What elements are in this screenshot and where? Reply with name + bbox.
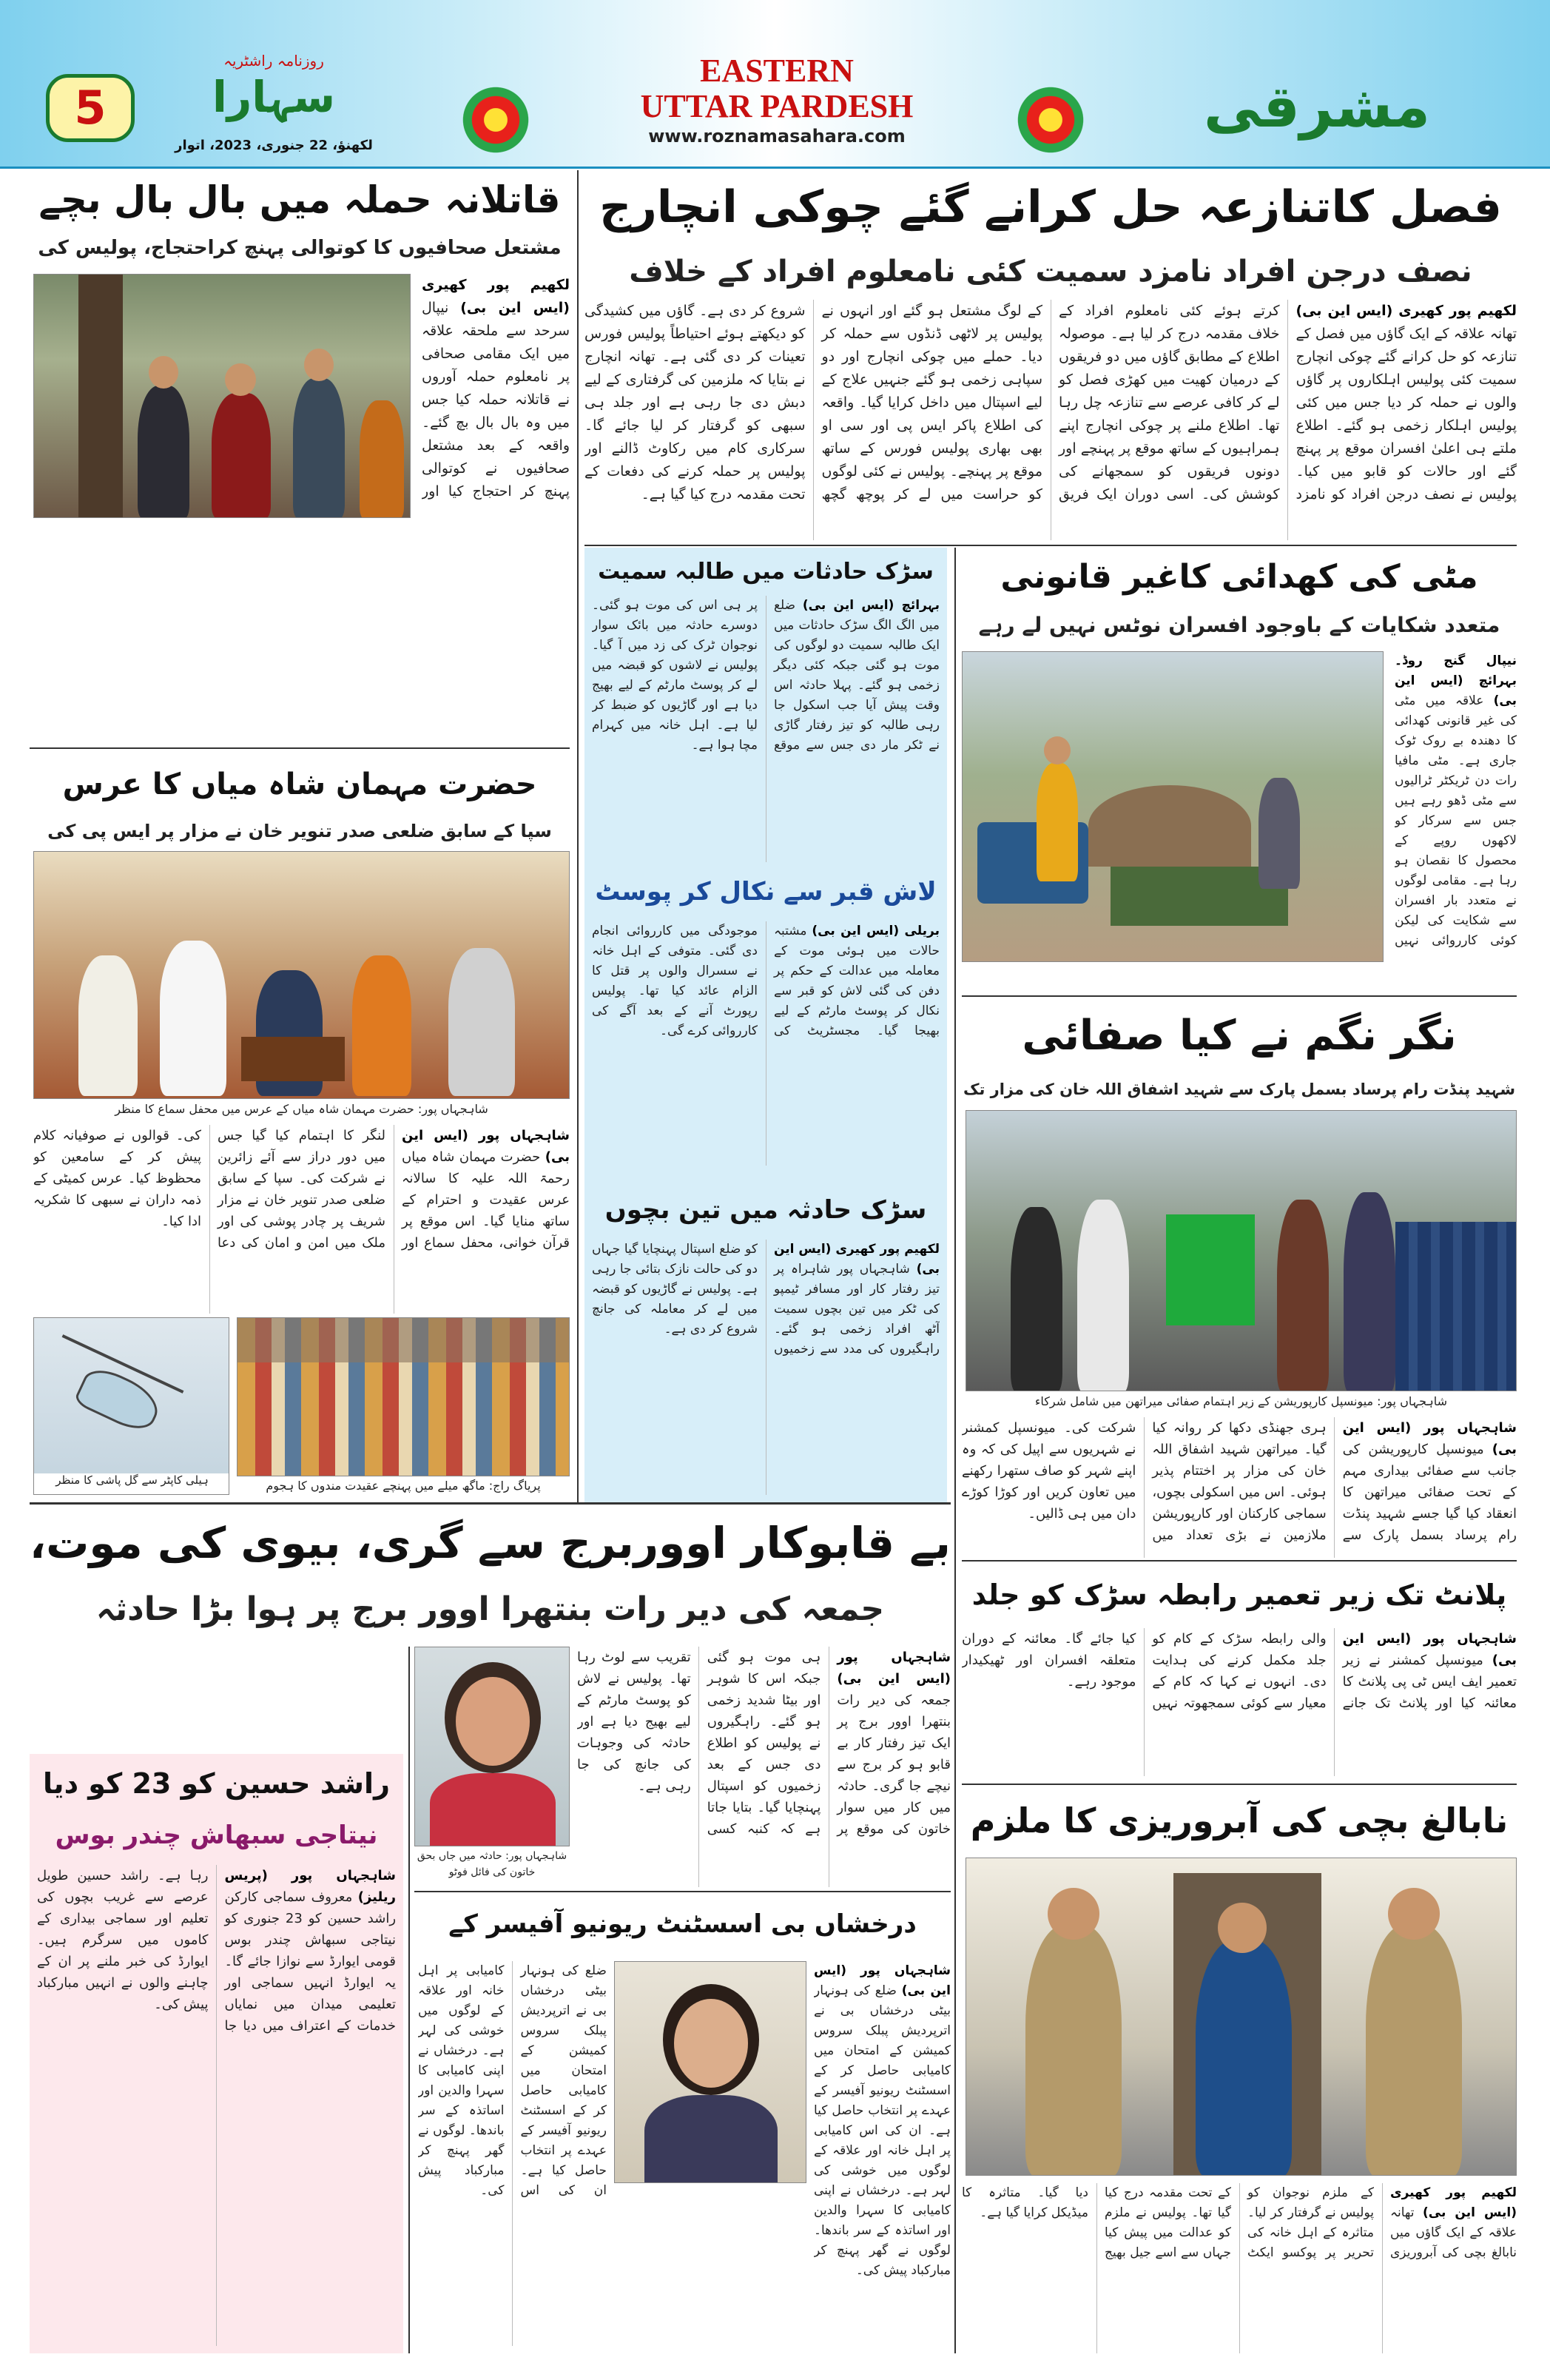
crowd-photo (237, 1317, 570, 1476)
paper-tag: روزنامہ راشٹریہ (223, 52, 324, 70)
arrest-body (962, 2183, 1517, 2353)
urs-body (33, 1125, 570, 1314)
lead-byline: لکھیم پور کھیری (ایس این بی) (1295, 303, 1517, 319)
divider (962, 1560, 1517, 1562)
urs-photo (33, 851, 570, 1099)
crash-headline: سڑک حادثہ میں تین بچوں (604, 1195, 927, 1225)
officer-face (674, 1999, 748, 2088)
award-headline: راشد حسین کو 23 کو دیا (43, 1767, 390, 1800)
helicopter-photo (33, 1317, 229, 1495)
section-title-ur: مشرقی (1203, 74, 1431, 141)
person (212, 393, 271, 518)
grave-body (592, 921, 940, 1166)
arrest-photo (966, 1858, 1517, 2176)
divider (30, 747, 570, 749)
divider (962, 995, 1517, 997)
nigam-photo (966, 1110, 1517, 1391)
section-title-en-1: EASTERN (700, 53, 854, 89)
harmonium (241, 1037, 345, 1081)
divider (30, 1502, 951, 1505)
accused-head (1218, 1903, 1267, 1953)
lead-headline: فصل کاتنازعہ حل کرانے گئے چوکی انچارج (599, 181, 1502, 233)
policeman (1366, 1925, 1462, 2176)
helicopter-body (73, 1362, 165, 1437)
accident-byline: بہرائچ (ایس این بی) (802, 598, 940, 613)
section-title-en-2: UTTAR PARDESH (640, 88, 914, 124)
qawwal (352, 955, 411, 1096)
nigam-headline: نگر نگم نے کیا صفائی (1022, 1012, 1457, 1060)
revenue-photo (614, 1961, 806, 2183)
bottom-headline: بے قابوکار اووربرج سے گری، بیوی کی موت، (30, 1518, 951, 1568)
officer-clothes (644, 2095, 778, 2183)
revenue-body-left (418, 1961, 607, 2346)
urs-byline: شاہجہاں پور (ایس این بی) (402, 1128, 570, 1165)
accident-text: ضلع میں الگ الگ سڑک حادثات میں ایک طالبہ سمیت دو لوگوں کی موت ہو گئی جبکہ کئی دیگر زخمی ہو گئے۔ پہلا حادثہ اس وقت پیش آیا جب اسکول جا رہی طالبہ کو تیز رفتار گاڑی نے ٹکر مار دی جس سے موقع پر ہی اس کی موت ہو گئی۔ دوسرے حادثہ میں بائک سوار نوجوان ٹرک کی زد میں آ گیا۔ پولیس نے لاشوں کو قبضہ میں لے کر پوسٹ مارٹم کے لیے بھیج دیا ہے اور گاڑیوں کو ضبط کر لیا ہے۔ اہل خانہ میں کہرام مچا ہوا ہے۔ (592, 598, 940, 753)
person (293, 378, 345, 518)
lead-body (584, 300, 1517, 540)
arrest-headline: نابالغ بچی کی آبروریزی کا ملزم (970, 1801, 1509, 1841)
mining-subhead: متعدد شکایات کے باوجود افسران نوٹس نہیں لے رہے (978, 613, 1500, 637)
person (360, 400, 404, 518)
journalist-subhead: مشتعل صحافیوں کا کوتوالی پہنچ کراحتجاج، پولیس کی (38, 237, 562, 259)
marching-students (1395, 1222, 1517, 1391)
official (1344, 1192, 1395, 1391)
journalist-headline: قاتلانہ حملہ میں بال بال بچے (38, 178, 561, 221)
journalist-byline: لکھیم پور کھیری (ایس این بی) (422, 277, 570, 316)
divider (962, 1784, 1517, 1785)
qawwal (78, 955, 138, 1096)
official (1011, 1207, 1062, 1391)
accident-headline: سڑک حادثات میں طالبہ سمیت (598, 559, 934, 585)
divider (584, 545, 1517, 546)
website: www.roznamasahara.com (648, 126, 906, 147)
soil-mound (1088, 785, 1251, 867)
grave-byline: بریلی (ایس این بی) (812, 924, 940, 938)
worker-head (1044, 736, 1071, 764)
award-subhead: نیتاجی سبھاش چندر بوس (55, 1821, 378, 1850)
crowd-caption: پریاگ راج: ماگھ میلے میں پہنچے عقیدت مندوں کا ہجوم (237, 1477, 570, 1495)
divider (414, 1891, 951, 1892)
plant-text: میونسپل کمشنر نے زیر تعمیر ایف ایس ٹی پی پلانٹ کا معائنہ کیا اور پلانٹ تک جانے والی رابطہ سڑک کے کام کو جلد مکمل کرنے کی ہدایت دی۔ انہوں نے کہا کہ کام کے معیار سے کوئی سمجھوتہ نہیں کیا جائے گا۔ معائنہ کے دوران متعلقہ افسران اور ٹھیکیدار موجود رہے۔ (962, 1631, 1517, 1711)
revenue-text-continued: ضلع کی ہونہار بیٹی درخشاں بی نے اترپردیش پبلک سروس کمیشن کے امتحان میں کامیابی حاصل کر کے اسسٹنٹ ریونیو آفیسر کے عہدے پر انتخاب حاصل کیا ہے۔ ان کی اس کامیابی پر اہل خانہ اور علاقہ کے لوگوں میں خوشی کی لہر ہے۔ درخشاں نے اپنی کامیابی کا سہرا والدین اور اساتذہ کے سر باندھا۔ لوگوں نے گھر پہنچ کر مبارکباد پیش کی۔ (418, 1963, 607, 2198)
sun-emblem-left (459, 83, 533, 157)
mining-body (1395, 651, 1517, 962)
crash-body (592, 1240, 940, 1495)
mining-headline: مٹی کی کھدائی کاغیر قانونی (1000, 558, 1478, 596)
worker (1037, 763, 1078, 881)
tree-trunk (78, 275, 123, 518)
nigam-text: میونسپل کارپوریشن کی جانب سے صفائی بیداری مہم کے تحت صفائی میراتھن کا انعقاد کیا گیا جسے شہید پنڈت رام پرساد بسمل پارک سے ہری جھنڈی دکھا کر روانہ کیا گیا۔ میراتھن شہید اشفاق اللہ خان کی مزار پر اختتام پذیر ہوئی۔ اس میں اسکولی بچوں، سماجی کارکنان اور کارپوریشن ملازمین نے بڑی تعداد میں شرکت کی۔ میونسپل کمشنر نے شہریوں سے اپیل کی کہ وہ اپنے شہر کو صاف ستھرا رکھنے میں تعاون کریں اور کوڑا کوڑے دان میں ہی ڈالیں۔ (962, 1420, 1517, 1543)
revenue-body-right (814, 1961, 951, 2346)
bottom-byline: شاہجہاں پور (ایس این بی) (837, 1650, 951, 1687)
urs-photo-caption: شاہجہاں پور: حضرت مہمان شاہ میاں کے عرس میں محفل سماع کا منظر (33, 1100, 570, 1120)
column-rule (408, 1647, 410, 2353)
crash-byline: لکھیم پور کھیری (ایس این بی) (774, 1242, 940, 1277)
paper-name: سہارا (212, 72, 336, 122)
person-head (304, 349, 334, 381)
bottom-subhead: جمعہ کی دیر رات بنتھرا اوور برج پر ہوا بڑا حادثہ (95, 1590, 885, 1628)
nigam-byline: شاہجہاں پور (ایس این بی) (1342, 1420, 1517, 1457)
worker (1258, 778, 1300, 889)
qawwal (160, 941, 226, 1096)
award-body (37, 1865, 396, 2346)
woman-clothes (430, 1773, 556, 1846)
revenue-text: ضلع کی ہونہار بیٹی درخشاں بی نے اترپردیش پبلک سروس کمیشن کے امتحان میں کامیابی حاصل کر کے اسسٹنٹ ریونیو آفیسر کے عہدے پر انتخاب حاصل کیا ہے۔ ان کی اس کامیابی پر اہل خانہ اور علاقہ کے لوگوں میں خوشی کی لہر ہے۔ درخشاں نے اپنی کامیابی کا سہرا والدین اور اساتذہ کے سر باندھا۔ لوگوں نے گھر پہنچ کر مبارکباد پیش کی۔ (814, 1983, 951, 2278)
paper-logo (155, 52, 392, 133)
bottom-photo-caption: شاہجہاں پور: حادثہ میں جاں بحق خاتون کی فائل فوٹو (414, 1848, 570, 1885)
plant-byline: شاہجہاں پور (ایس این بی) (1342, 1631, 1517, 1668)
revenue-headline: درخشاں بی اسسٹنٹ ریونیو آفیسر کے (448, 1909, 917, 1939)
journalist-text: نیپال سرحد سے ملحقہ علاقہ میں ایک مقامی صحافی پر نامعلوم حملہ آوروں نے قاتلانہ حملہ کیا جس میں وہ بال بال بچ گئے۔ واقعہ کے بعد مشتعل صحافیوں نے کوتوالی پہنچ کر احتجاج کیا اور (422, 300, 570, 500)
woman-face (456, 1677, 530, 1766)
plant-body (962, 1628, 1517, 1776)
masthead (0, 0, 1550, 169)
person-head (149, 356, 178, 389)
crowd-shade (237, 1318, 570, 1362)
mining-text: علاقہ میں مٹی کی غیر قانونی کھدائی کا دھندہ بے روک ٹوک جاری ہے۔ مٹی مافیا رات دن ٹریکٹر ٹرالیوں سے مٹی ڈھو رہے ہیں جس سے سرکار کو لاکھوں روپے کے محصول کا نقصان ہو رہا ہے۔ مقامی لوگوں نے متعدد بار افسران سے شکایت کی لیکن کوئی کارروائی نہیں (1395, 693, 1517, 948)
journalist-body (422, 274, 570, 518)
bottom-body-right (577, 1647, 951, 1887)
official (1277, 1200, 1329, 1391)
page-number: 5 (46, 74, 135, 142)
mining-photo (962, 651, 1384, 962)
official (1077, 1200, 1129, 1391)
nigam-photo-caption: شاہجہاں پور: میونسپل کارپوریشن کے زیر اہتمام صفائی میراتھن میں شامل شرکاء (966, 1393, 1517, 1412)
award-text: معروف سماجی کارکن راشد حسین کو 23 جنوری کو نیتاجی سبھاش چندر بوس قومی ایوارڈ سے نوازا جائے گا۔ یہ ایوارڈ انہیں سماجی اور تعلیمی میدان میں نمایاں خدمات کے اعتراف میں دیا جا رہا ہے۔ راشد حسین طویل عرصے سے غریب بچوں کی تعلیم اور سماجی بیداری کے کاموں میں سرگرم ہیں۔ ایوارڈ کی خبر ملنے پر ان کے چاہنے والوں نے انہیں مبارکباد پیش کی۔ (37, 1868, 396, 2034)
helicopter-caption: ہیلی کاپٹر سے گل پاشی کا منظر (34, 1473, 229, 1494)
lead-text: تھانہ علاقہ کے ایک گاؤں میں فصل کے تنازعہ کو حل کرانے گئے چوکی انچارج سمیت کئی پولیس اہلکاروں پر گاؤں والوں نے حملہ کر دیا جس میں کئی پولیس اہلکار زخمی ہو گئے۔ اطلاع ملتے ہی اعلیٰ افسران موقع پر پہنچ گئے اور حالات کو قابو میں کیا۔ پولیس نے نصف درجن افراد کو نامزد کرتے ہوئے کئی نامعلوم افراد کے خلاف مقدمہ درج کر لیا ہے۔ موصولہ اطلاع کے مطابق گاؤں میں دو فریقوں کے درمیان کھیت میں کھڑی فصل کو لے کر کافی عرصے سے تنازعہ چل رہا تھا۔ اطلاع ملنے پر چوکی انچارج اپنے ہمراہیوں کے ساتھ موقع پر پہنچے اور دونوں فریقوں کو سمجھانے کی کوشش کی۔ اسی دوران ایک فریق کے لوگ مشتعل ہو گئے اور انہوں نے پولیس پر لاٹھی ڈنڈوں سے حملہ کر دیا۔ حملے میں چوکی انچارج اور دو سپاہی زخمی ہو گئے جنہیں علاج کے لیے اسپتال میں داخل کرایا گیا۔ واقعہ کی اطلاع پاکر ایس پی اور سی او بھی بھاری پولیس فورس کے ساتھ موقع پر پہنچے۔ پولیس نے کئی لوگوں کو حراست میں لے کر پوچھ گچھ شروع کر دی ہے۔ گاؤں میں کشیدگی کو دیکھتے ہوئے احتیاطاً پولیس فورس تعینات کر دی گئی ہے۔ تھانہ انچارج نے بتایا کہ ملزمین کی گرفتاری کے لیے دبش دی جا رہی ہے اور جلد ہی سبھی کو گرفتار کر لیا جائے گا۔ سرکاری کام میں رکاوٹ ڈالنے اور پولیس پر حملہ کرنے کی دفعات کے تحت مقدمہ درج کیا گیا ہے۔ (584, 303, 1517, 502)
accident-body (592, 596, 940, 862)
bottom-photo (414, 1647, 570, 1846)
mining-byline: نیپال گنج روڈ۔ بہرائچ (ایس این بی) (1395, 653, 1517, 708)
urs-text: حضرت مہمان شاہ میاں رحمۃ اللہ علیہ کا سالانہ عرس عقیدت و احترام کے ساتھ منایا گیا۔ اس موقع پر قرآن خوانی، محفل سماع اور لنگر کا اہتمام کیا گیا جس میں دور دراز سے آئے زائرین نے شرکت کی۔ سپا کے سابق ضلعی صدر تنویر خان نے مزار شریف پر چادر پوشی کی اور ملک میں امن و امان کی دعا کی۔ قوالوں نے صوفیانہ کلام پیش کر کے سامعین کو محظوظ کیا۔ عرس کمیٹی کے ذمہ داران نے سبھی کا شکریہ ادا کیا۔ (33, 1128, 570, 1251)
revenue-byline: شاہجہاں پور (ایس این بی) (814, 1963, 951, 1998)
sun-emblem-right (1014, 83, 1088, 157)
arrest-byline: لکھیم پور کھیری (ایس این بی) (1390, 2185, 1517, 2220)
green-placard (1166, 1214, 1255, 1325)
award-byline: شاہجہاں پور (پریس ریلیز) (224, 1868, 396, 1905)
column-rule (577, 170, 579, 1502)
plant-headline: پلانٹ تک زیر تعمیر رابطہ سڑک کو جلد (971, 1579, 1507, 1611)
journalist-photo (33, 274, 411, 518)
accused (1196, 1940, 1292, 2176)
person (138, 386, 189, 518)
person-head (225, 363, 256, 396)
column-rule (954, 548, 956, 2353)
policeman (1025, 1925, 1122, 2176)
masthead-date: لکھنؤ، 22 جنوری، 2023، اتوار (175, 138, 373, 153)
urs-headline: حضرت مہمان شاہ میاں کا عرس (62, 767, 537, 801)
nigam-body (962, 1417, 1517, 1558)
arrest-text: تھانہ علاقہ کے ایک گاؤں میں نابالغ بچی کی آبروریزی کے ملزم نوجوان کو پولیس نے گرفتار کر لیا۔ متاثرہ کے اہل خانہ کی تحریر پر پوکسو ایکٹ کے تحت مقدمہ درج کیا گیا تھا۔ پولیس نے ملزم کو عدالت میں پیش کیا جہاں سے اسے جیل بھیج دیا گیا۔ متاثرہ کا میڈیکل کرایا گیا ہے۔ (962, 2185, 1517, 2260)
policeman-head (1048, 1888, 1099, 1940)
grave-headline: لاش قبر سے نکال کر پوسٹ (595, 877, 937, 907)
urs-subhead: سپا کے سابق ضلعی صدر تنویر خان نے مزار پر ایس پی کی (47, 821, 552, 841)
qawwal (448, 948, 515, 1096)
policeman-head (1388, 1888, 1440, 1940)
bottom-text: جمعہ کی دیر رات بنتھرا اوور برج پر ایک تیز رفتار کار بے قابو ہو کر برج سے نیچے جا گری۔ حادثہ میں کار میں سوار خاتون کی موقع پر ہی موت ہو گئی جبکہ اس کا شوہر اور بیٹا شدید زخمی ہو گئے۔ راہگیروں نے پولیس کو اطلاع دی جس کے بعد زخمیوں کو اسپتال پہنچایا گیا۔ بتایا جاتا ہے کہ کنبہ کسی تقریب سے لوٹ رہا تھا۔ پولیس نے لاش کو پوسٹ مارٹم کے لیے بھیج دیا ہے اور حادثہ کی وجوہات کی جانچ کی جا رہی ہے۔ (577, 1650, 951, 1837)
grave-text: مشتبہ حالات میں ہوئی موت کے معاملہ میں عدالت کے حکم پر دفن کی گئی لاش کو قبر سے نکال کر پوسٹ مارٹم کے لیے بھیجا گیا۔ مجسٹریٹ کی موجودگی میں کارروائی انجام دی گئی۔ متوفی کے اہل خانہ نے سسرال والوں پر قتل کا الزام عائد کیا تھا۔ پولیس رپورٹ آنے کے بعد آگے کی کارروائی کرے گی۔ (592, 924, 940, 1038)
crash-text: شاہجہاں پور شاہراہ پر تیز رفتار کار اور مسافر ٹیمپو کی ٹکر میں تین بچوں سمیت آٹھ افراد زخمی ہو گئے۔ راہگیروں کی مدد سے زخمیوں کو ضلع اسپتال پہنچایا گیا جہاں دو کی حالت نازک بتائی جا رہی ہے۔ پولیس نے گاڑیوں کو قبضہ میں لے کر معاملہ کی جانچ شروع کر دی ہے۔ (592, 1242, 940, 1357)
lead-subhead: نصف درجن افراد نامزد سمیت کئی نامعلوم افراد کے خلاف (629, 255, 1472, 289)
nigam-subhead: شہید پنڈت رام پرساد بسمل پارک سے شہید اشفاق اللہ خان کی مزار تک (963, 1080, 1516, 1098)
